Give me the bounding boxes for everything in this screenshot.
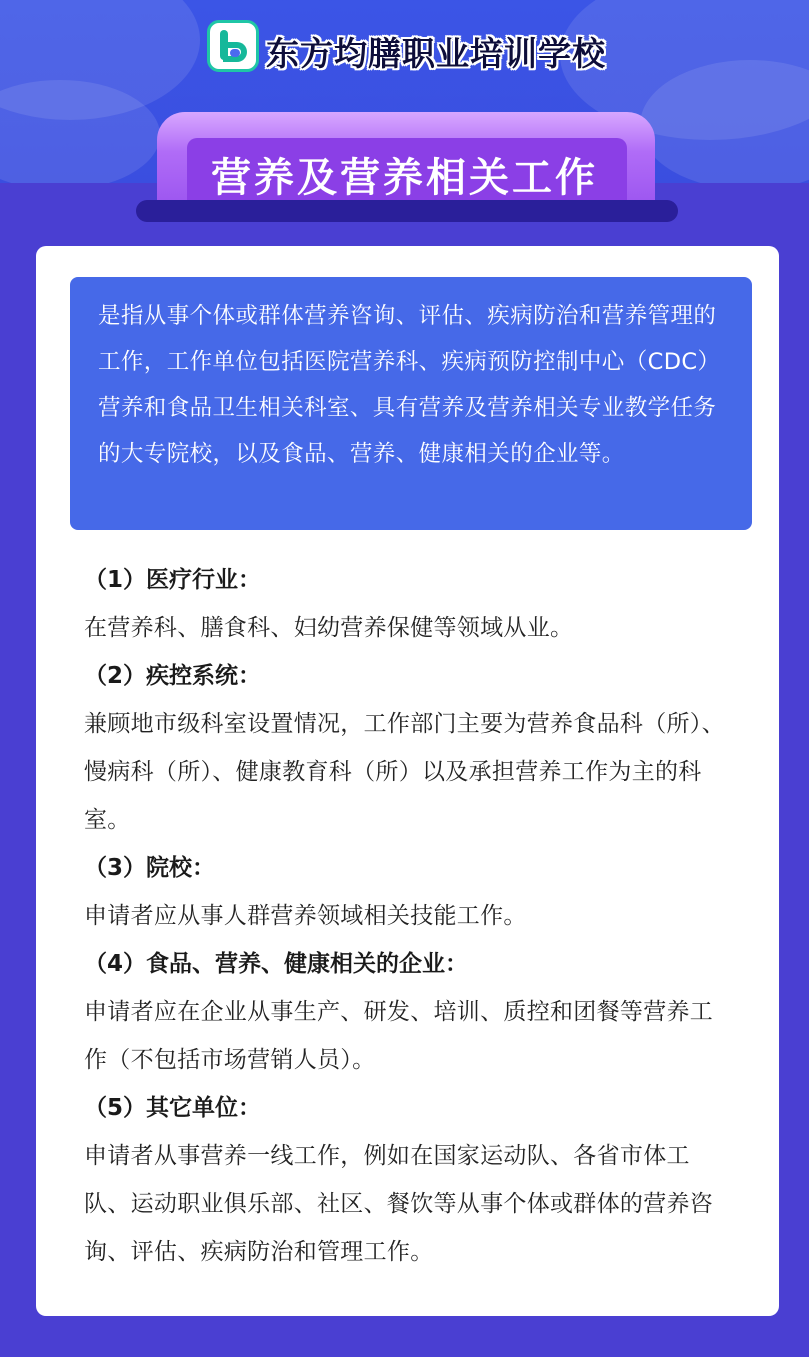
section-body: 兼顾地市级科室设置情况，工作部门主要为营养食品科（所）、慢病科（所）、健康教育科（所）以及承担营养工作为主的科室。 — [84, 711, 725, 833]
school-logo-icon — [207, 20, 259, 72]
section-heading: （5）其它单位： — [84, 1095, 262, 1121]
title-shadow-bar — [136, 200, 678, 222]
intro-text: 是指从事个体或群体营养咨询、评估、疾病防治和营养管理的工作，工作单位包括医院营养科、疾病预防控制中心（CDC）营养和食品卫生相关科室、具有营养及营养相关专业教学任务的大专院校，以及食品、营养、健康相关的企业等。 — [98, 303, 721, 467]
section-heading: （1）医疗行业： — [84, 567, 262, 593]
section-body: 在营养科、膳食科、妇幼营养保健等领域从业。 — [84, 615, 574, 641]
section-heading: （4）食品、营养、健康相关的企业： — [84, 951, 469, 977]
section-heading: （3）院校： — [84, 855, 216, 881]
content-card — [36, 246, 779, 1316]
intro-box — [70, 277, 752, 530]
page-title: 营养及营养相关工作 — [211, 155, 598, 201]
section-body: 申请者从事营养一线工作，例如在国家运动队、各省市体工队、运动职业俱乐部、社区、餐饮等从事个体或群体的营养咨询、评估、疾病防治和管理工作。 — [84, 1143, 714, 1265]
section-body: 申请者应在企业从事生产、研发、培训、质控和团餐等营养工作（不包括市场营销人员）。 — [84, 999, 714, 1073]
school-header — [0, 12, 809, 82]
section-heading: （2）疾控系统： — [84, 663, 262, 689]
sections-list — [84, 556, 734, 1276]
school-name: 东方均膳职业培训学校 — [266, 34, 606, 73]
section-body: 申请者应从事人群营养领域相关技能工作。 — [84, 903, 527, 929]
